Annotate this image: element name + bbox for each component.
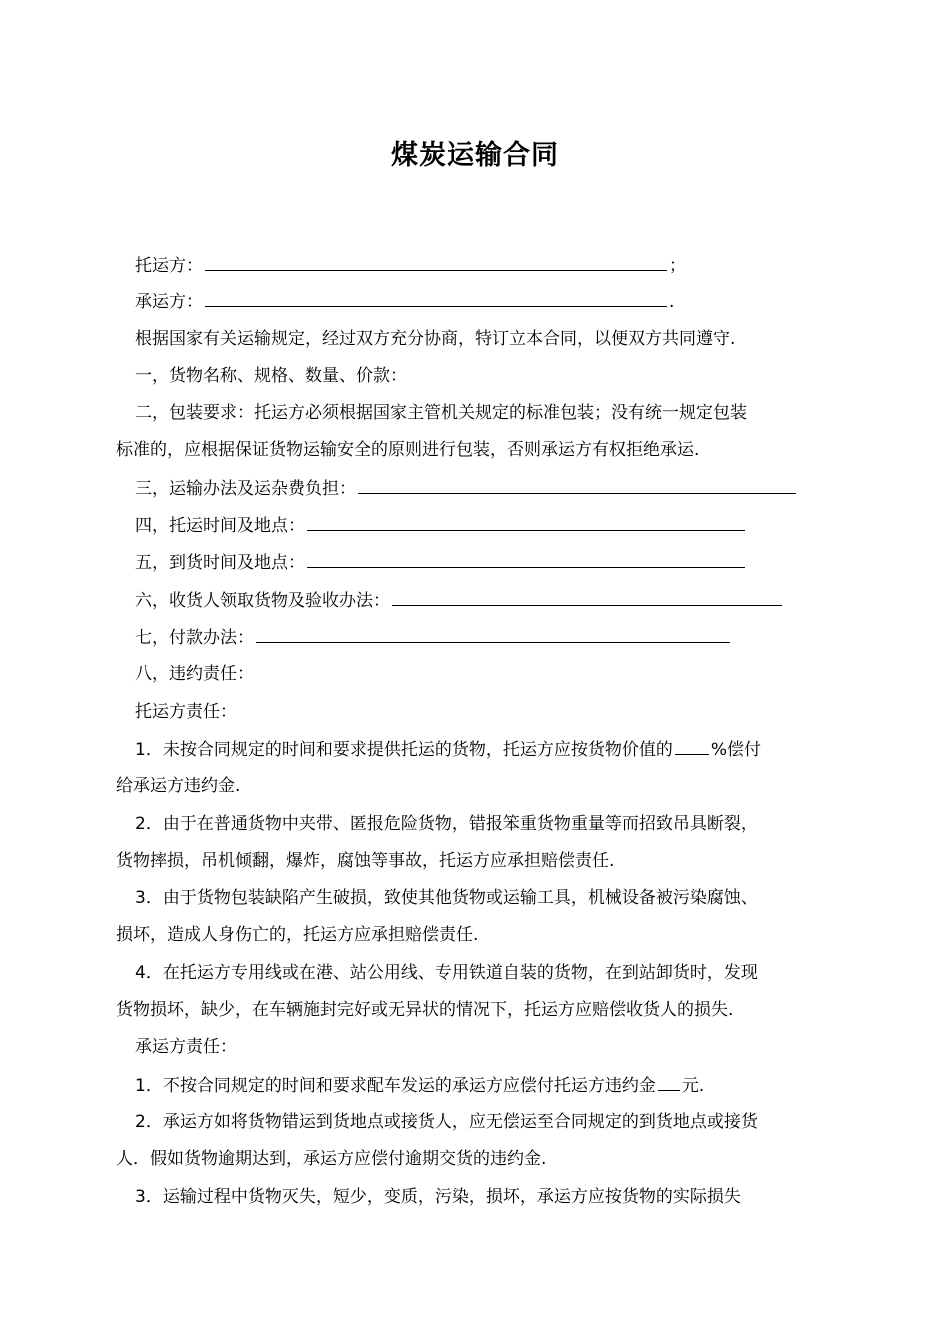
section-4: 四，托运时间及地点：	[135, 516, 305, 536]
carrier-liability-heading: 承运方责任：	[135, 1037, 237, 1057]
carrier-item-2-line2: 人．假如货物逾期达到，承运方应偿付逾期交货的违约金.	[116, 1149, 547, 1169]
penalty-amount-blank	[658, 1073, 680, 1091]
carrier-item-1-unit: 元.	[681, 1076, 705, 1096]
section-3-line	[135, 476, 855, 501]
percent-blank	[675, 737, 709, 755]
section-5: 五，到货时间及地点：	[135, 553, 305, 573]
section-7-line	[135, 625, 855, 650]
shipper-item-1-line1	[135, 737, 855, 762]
section-5-blank	[307, 550, 745, 568]
shipper-item-2-line1: 2．由于在普通货物中夹带、匿报危险货物，错报笨重货物重量等而招致吊具断裂，	[135, 814, 758, 834]
shipper-liability-heading: 托运方责任：	[135, 702, 237, 722]
shipper-item-3-line1: 3．由于货物包装缺陷产生破损，致使其他货物或运输工具，机械设备被污染腐蚀、	[135, 888, 758, 908]
section-2-line2: 标准的，应根据保证货物运输安全的原则进行包装，否则承运方有权拒绝承运.	[116, 440, 700, 460]
section-3-blank	[358, 476, 796, 494]
carrier-label: 承运方：	[135, 292, 203, 312]
shipper-item-2-line2: 货物摔损，吊机倾翻，爆炸，腐蚀等事故，托运方应承担赔偿责任.	[116, 851, 615, 871]
section-5-line	[135, 550, 855, 575]
carrier-item-3-line1: 3．运输过程中货物灭失，短少，变质，污染，损坏，承运方应按货物的实际损失	[135, 1187, 741, 1207]
shipper-label: 托运方：	[135, 256, 203, 276]
section-1: 一，货物名称、规格、数量、价款：	[135, 366, 407, 386]
carrier-item-1	[135, 1073, 855, 1098]
section-6-line	[135, 588, 855, 613]
shipper-item-1-line2: 给承运方违约金.	[116, 776, 241, 796]
section-4-blank	[307, 513, 745, 531]
intro-paragraph: 根据国家有关运输规定，经过双方充分协商，特订立本合同，以便双方共同遵守.	[135, 329, 736, 349]
section-2-line1: 二，包装要求：托运方必须根据国家主管机关规定的标准包装；没有统一规定包装	[135, 403, 747, 423]
section-8: 八，违约责任：	[135, 664, 254, 684]
shipper-end: ；	[669, 256, 686, 276]
section-7-blank	[256, 625, 730, 643]
carrier-line	[135, 289, 855, 314]
section-7: 七，付款办法：	[135, 628, 254, 648]
shipper-item-1-text: 1．未按合同规定的时间和要求提供托运的货物，托运方应按货物价值的	[135, 740, 673, 760]
section-3: 三，运输办法及运杂费负担：	[135, 479, 356, 499]
page-title: 煤炭运输合同	[391, 140, 559, 171]
shipper-line	[135, 253, 855, 278]
shipper-blank	[205, 253, 667, 271]
shipper-item-4-line2: 货物损坏，缺少，在车辆施封完好或无异状的情况下，托运方应赔偿收货人的损失.	[116, 1000, 734, 1020]
carrier-end: .	[669, 292, 675, 312]
shipper-item-3-line2: 损坏，造成人身伤亡的，托运方应承担赔偿责任.	[116, 925, 479, 945]
section-6-blank	[392, 588, 782, 606]
carrier-blank	[205, 289, 667, 307]
section-4-line	[135, 513, 855, 538]
carrier-item-1-text: 1．不按合同规定的时间和要求配车发运的承运方应偿付托运方违约金	[135, 1076, 656, 1096]
shipper-item-1-percent: %偿付	[710, 740, 761, 760]
shipper-item-4-line1: 4．在托运方专用线或在港、站公用线、专用铁道自装的货物，在到站卸货时，发现	[135, 963, 758, 983]
carrier-item-2-line1: 2．承运方如将货物错运到货地点或接货人，应无偿运至合同规定的到货地点或接货	[135, 1112, 758, 1132]
section-6: 六，收货人领取货物及验收办法：	[135, 591, 390, 611]
